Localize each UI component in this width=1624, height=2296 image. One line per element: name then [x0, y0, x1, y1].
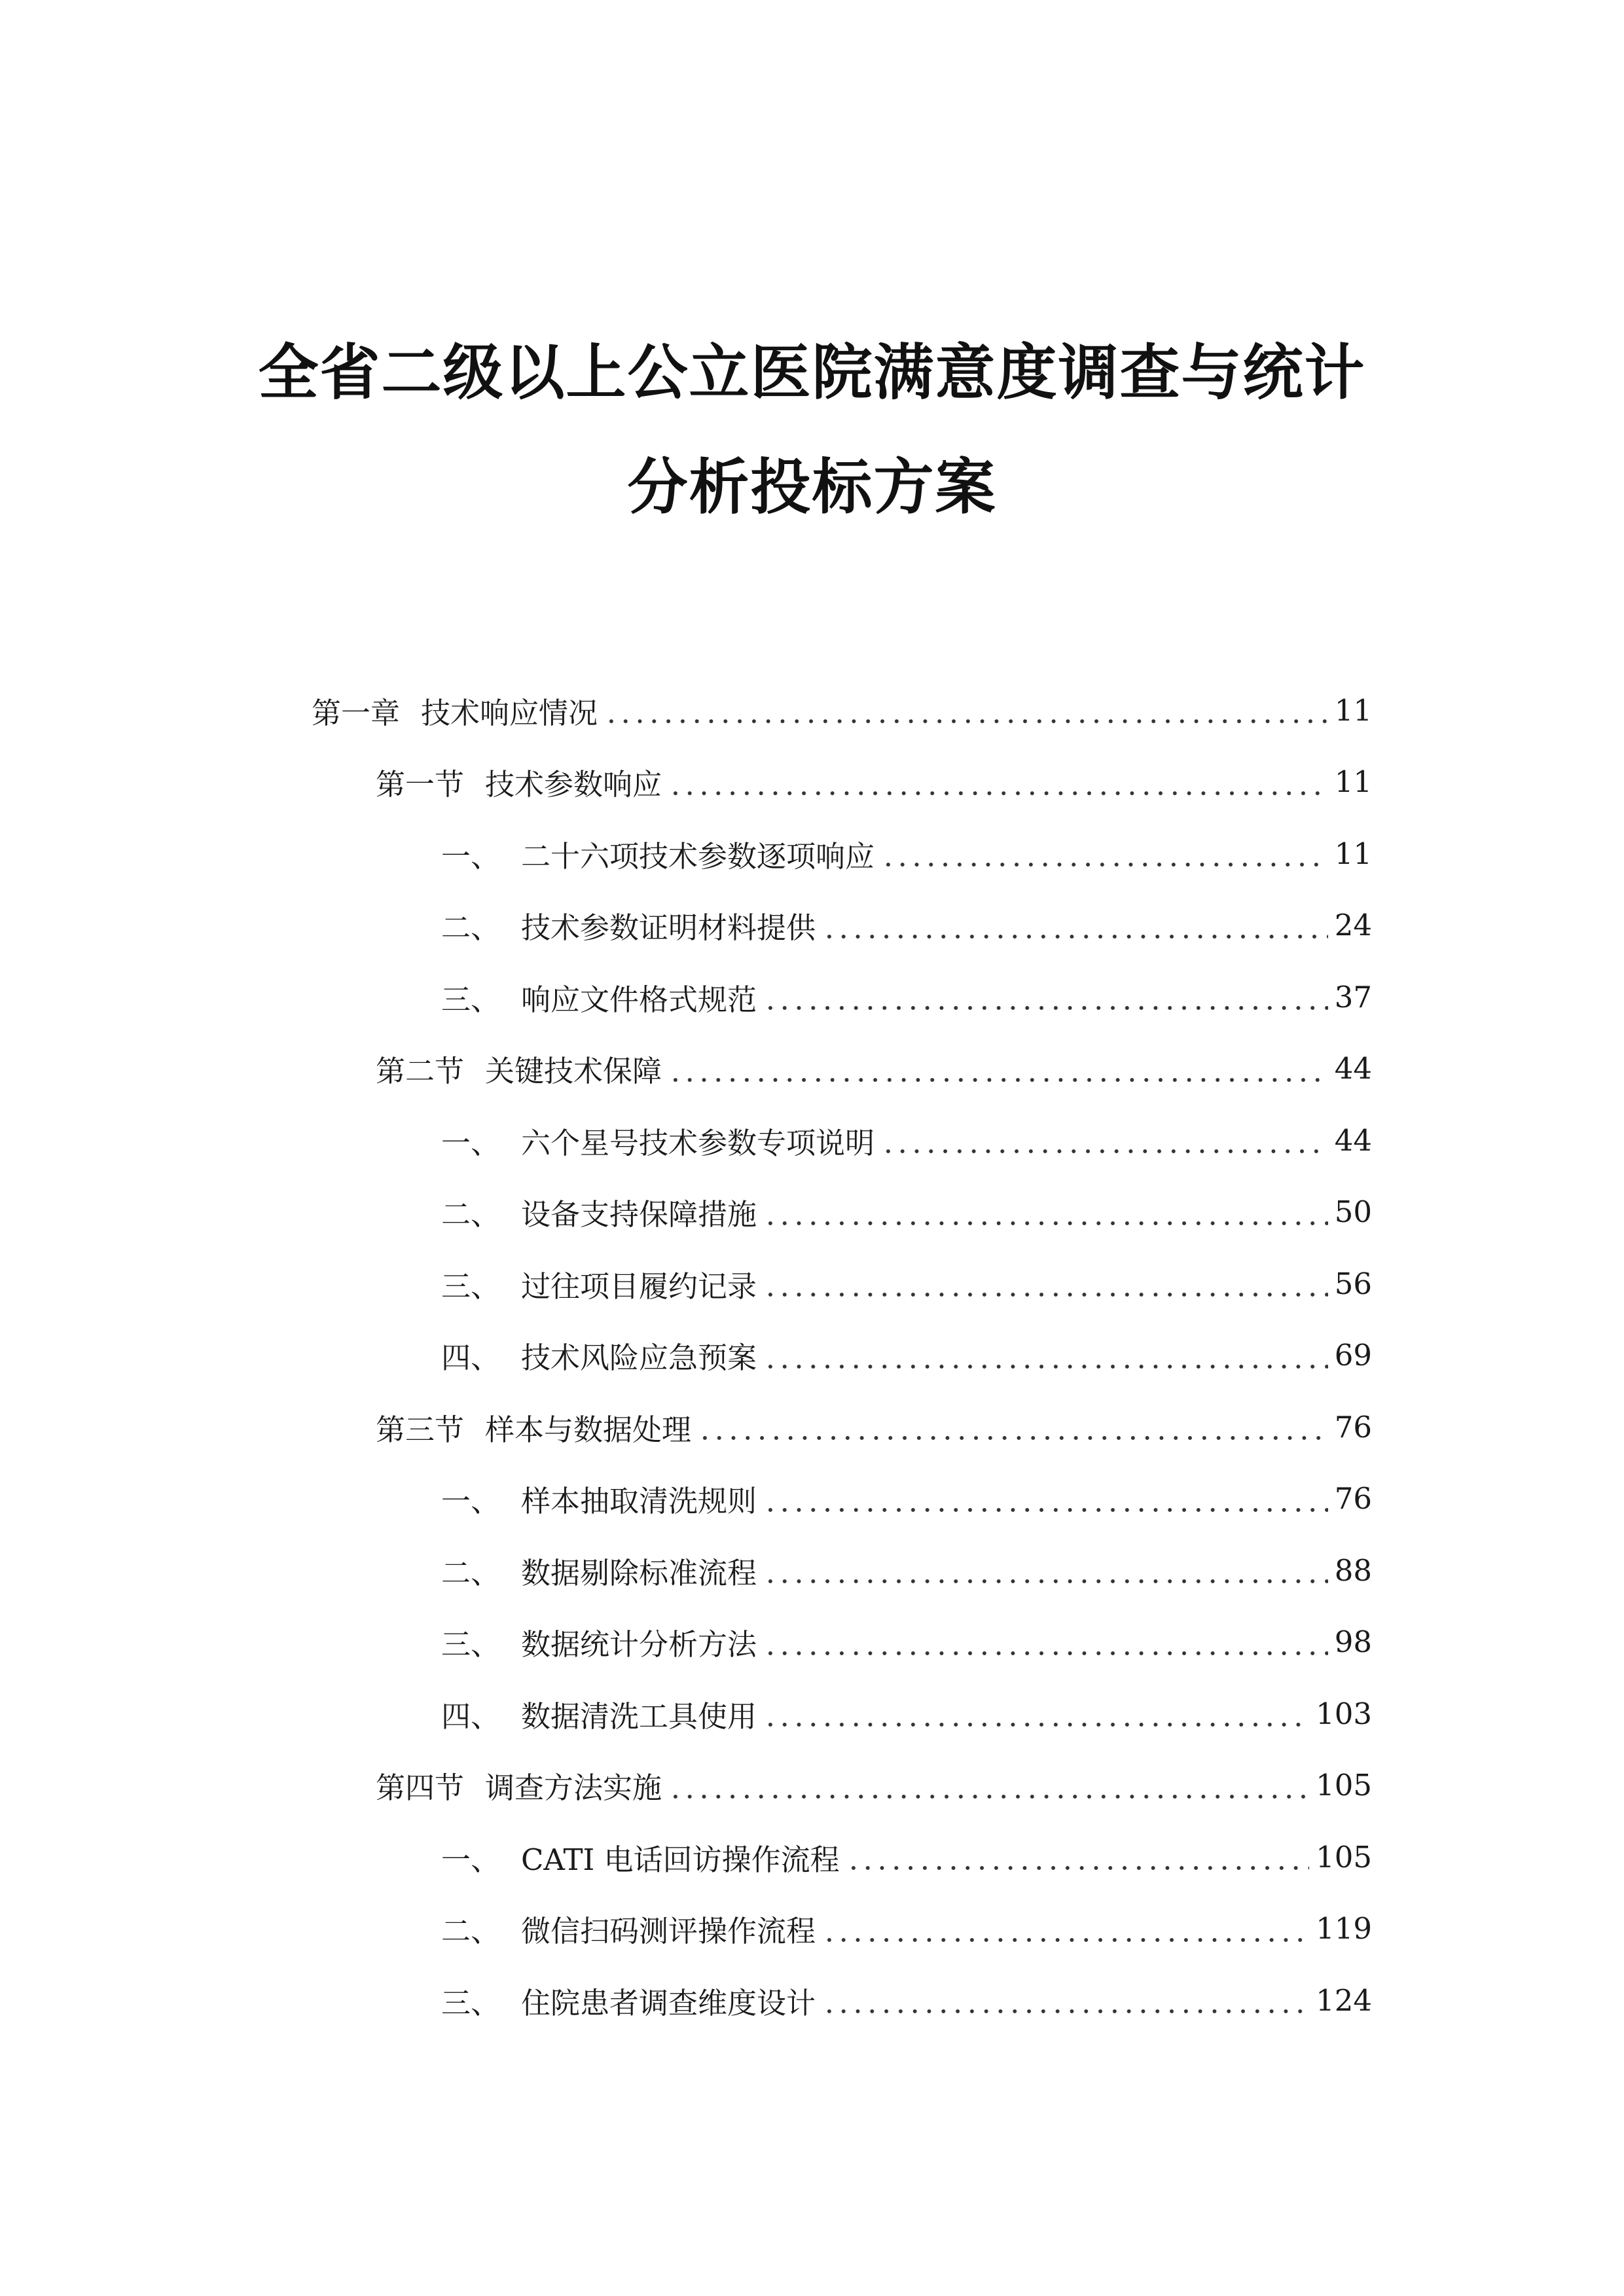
- toc-entry-label: [441, 1191, 757, 1233]
- toc-entry-page-number: 24: [1334, 908, 1372, 942]
- toc-dot-leader: [668, 1771, 1309, 1801]
- toc-entry-title: 数据剔除标准流程: [521, 1555, 757, 1590]
- toc-entry-title: 六个星号技术参数专项说明: [521, 1125, 875, 1160]
- toc-entry-title: 二十六项技术参数逐项响应: [521, 838, 875, 874]
- toc-entry-number: 二、: [441, 910, 501, 945]
- toc-entry-number: 二、: [441, 1914, 501, 1948]
- toc-entry-title: 数据统计分析方法: [521, 1627, 757, 1662]
- toc-dot-leader: [763, 1628, 1328, 1657]
- toc-entry-number: 第三节: [376, 1412, 465, 1447]
- toc-entry-label: [441, 1119, 875, 1162]
- toc-entry-title: 住院患者调查维度设计: [521, 1985, 816, 2020]
- toc-entry-title: 微信扫码测评操作流程: [521, 1914, 816, 1948]
- toc-entry[interactable]: [376, 1046, 1372, 1092]
- toc-dot-leader: [698, 1412, 1328, 1442]
- toc-entry[interactable]: [441, 1619, 1372, 1665]
- toc-entry-label: [441, 1979, 816, 2022]
- toc-entry-title: 样本与数据处理: [485, 1412, 692, 1447]
- toc-entry-label: [441, 1836, 840, 1878]
- toc-entry[interactable]: [441, 1261, 1372, 1306]
- toc-entry-label: [441, 833, 875, 875]
- toc-entry[interactable]: [441, 974, 1372, 1020]
- toc-entry-label: [376, 1047, 662, 1090]
- toc-entry-page-number: 56: [1334, 1266, 1372, 1301]
- toc-entry[interactable]: [441, 1547, 1372, 1593]
- toc-entry[interactable]: [441, 1189, 1372, 1235]
- toc-entry-title: CATI 电话回访操作流程: [521, 1842, 840, 1877]
- toc-entry-label: [441, 976, 757, 1018]
- toc-dot-leader: [668, 768, 1328, 797]
- toc-entry-number: 一、: [441, 1125, 501, 1160]
- toc-entry-label: [441, 1907, 816, 1950]
- toc-entry[interactable]: [441, 1476, 1372, 1522]
- toc-entry-page-number: 50: [1334, 1194, 1372, 1229]
- toc-entry-label: [441, 1477, 757, 1520]
- toc-entry[interactable]: [441, 831, 1372, 876]
- toc-entry-title: 技术响应情况: [421, 695, 598, 730]
- toc-entry-label: [441, 1621, 757, 1663]
- toc-entry-number: 四、: [441, 1340, 501, 1375]
- toc-entry-page-number: 37: [1334, 979, 1372, 1014]
- toc-entry-number: 四、: [441, 1698, 501, 1734]
- toc-entry-page-number: 44: [1334, 1122, 1372, 1158]
- toc-dot-leader: [846, 1842, 1310, 1872]
- toc-entry-title: 样本抽取清洗规则: [521, 1484, 757, 1518]
- toc-entry-page-number: 76: [1334, 1409, 1372, 1444]
- toc-entry[interactable]: [441, 1977, 1372, 2023]
- toc-entry-page-number: 44: [1334, 1051, 1372, 1086]
- toc-entry[interactable]: [441, 1333, 1372, 1378]
- toc-entry-label: [312, 689, 598, 732]
- toc-entry-page-number: 69: [1334, 1338, 1372, 1372]
- toc-entry-page-number: 11: [1334, 764, 1372, 799]
- toc-entry-label: [441, 1549, 757, 1592]
- toc-dot-leader: [604, 696, 1328, 725]
- toc-entry-label: [441, 1263, 757, 1305]
- toc-entry-number: 二、: [441, 1555, 501, 1590]
- toc-entry-title: 技术参数响应: [485, 767, 662, 802]
- toc-entry-page-number: 98: [1334, 1624, 1372, 1659]
- toc-entry-title: 技术参数证明材料提供: [521, 910, 816, 945]
- toc-entry[interactable]: [376, 759, 1372, 805]
- toc-entry-page-number: 103: [1316, 1696, 1372, 1731]
- toc-entry-label: [441, 904, 816, 946]
- toc-entry-page-number: 119: [1316, 1911, 1372, 1946]
- toc-entry-title: 调查方法实施: [485, 1770, 662, 1805]
- toc-dot-leader: [763, 1699, 1309, 1729]
- toc-entry-number: 二、: [441, 1197, 501, 1232]
- toc-entry-title: 数据清洗工具使用: [521, 1698, 757, 1734]
- toc-entry-page-number: 105: [1316, 1768, 1372, 1803]
- toc-dot-leader: [822, 1986, 1309, 2015]
- toc-entry-number: 第四节: [376, 1770, 465, 1805]
- toc-dot-leader: [668, 1054, 1328, 1084]
- toc-dot-leader: [763, 1556, 1328, 1585]
- toc-entry-number: 第一章: [312, 695, 401, 730]
- toc-dot-leader: [763, 1269, 1328, 1299]
- toc-dot-leader: [822, 1914, 1309, 1944]
- toc-entry-label: [376, 1406, 691, 1448]
- toc-entry-page-number: 11: [1334, 836, 1372, 871]
- toc-entry-label: [376, 761, 662, 803]
- toc-entry-page-number: 105: [1316, 1839, 1372, 1874]
- toc-entry-title: 技术风险应急预案: [521, 1340, 757, 1375]
- toc-entry[interactable]: [441, 1117, 1372, 1163]
- toc-entry[interactable]: [376, 1763, 1372, 1808]
- toc-entry-page-number: 11: [1334, 692, 1372, 728]
- toc-entry-number: 三、: [441, 1268, 501, 1304]
- toc-entry[interactable]: [441, 1834, 1372, 1880]
- toc-entry[interactable]: [441, 903, 1372, 948]
- toc-entry-label: [441, 1693, 757, 1735]
- toc-entry-title: 关键技术保障: [485, 1054, 662, 1088]
- toc-entry-number: 三、: [441, 982, 501, 1017]
- toc-dot-leader: [763, 1341, 1328, 1371]
- document-title-line-1: 全省二级以上公立医院满意度调查与统计: [258, 338, 1366, 408]
- toc-entry-page-number: 88: [1334, 1552, 1372, 1588]
- toc-entry-number: 一、: [441, 1484, 501, 1518]
- toc-dot-leader: [822, 911, 1328, 941]
- toc-entry-label: [441, 1334, 757, 1376]
- toc-dot-leader: [763, 1198, 1328, 1227]
- toc-dot-leader: [881, 1126, 1328, 1155]
- toc-entry-title: 过往项目履约记录: [521, 1268, 757, 1304]
- toc-entry-number: 第一节: [376, 767, 465, 802]
- toc-entry[interactable]: [441, 1691, 1372, 1736]
- toc-entry-number: 一、: [441, 838, 501, 874]
- document-title-line-2: 分析投标方案: [627, 452, 997, 522]
- toc-dot-leader: [763, 982, 1328, 1012]
- toc-entry[interactable]: [376, 1404, 1372, 1450]
- toc-entry-page-number: 76: [1334, 1481, 1372, 1516]
- toc-entry[interactable]: [441, 1906, 1372, 1952]
- toc-entry-number: 一、: [441, 1842, 501, 1877]
- toc-entry-number: 三、: [441, 1627, 501, 1662]
- toc-dot-leader: [881, 839, 1328, 869]
- toc-entry[interactable]: [312, 687, 1372, 733]
- toc-dot-leader: [763, 1484, 1328, 1514]
- toc-entry-page-number: 124: [1316, 1982, 1372, 2018]
- toc-entry-title: 设备支持保障措施: [521, 1197, 757, 1232]
- toc-entry-label: [376, 1764, 662, 1806]
- toc-entry-title: 响应文件格式规范: [521, 982, 757, 1017]
- toc-entry-number: 三、: [441, 1985, 501, 2020]
- toc-entry-number: 第二节: [376, 1054, 465, 1088]
